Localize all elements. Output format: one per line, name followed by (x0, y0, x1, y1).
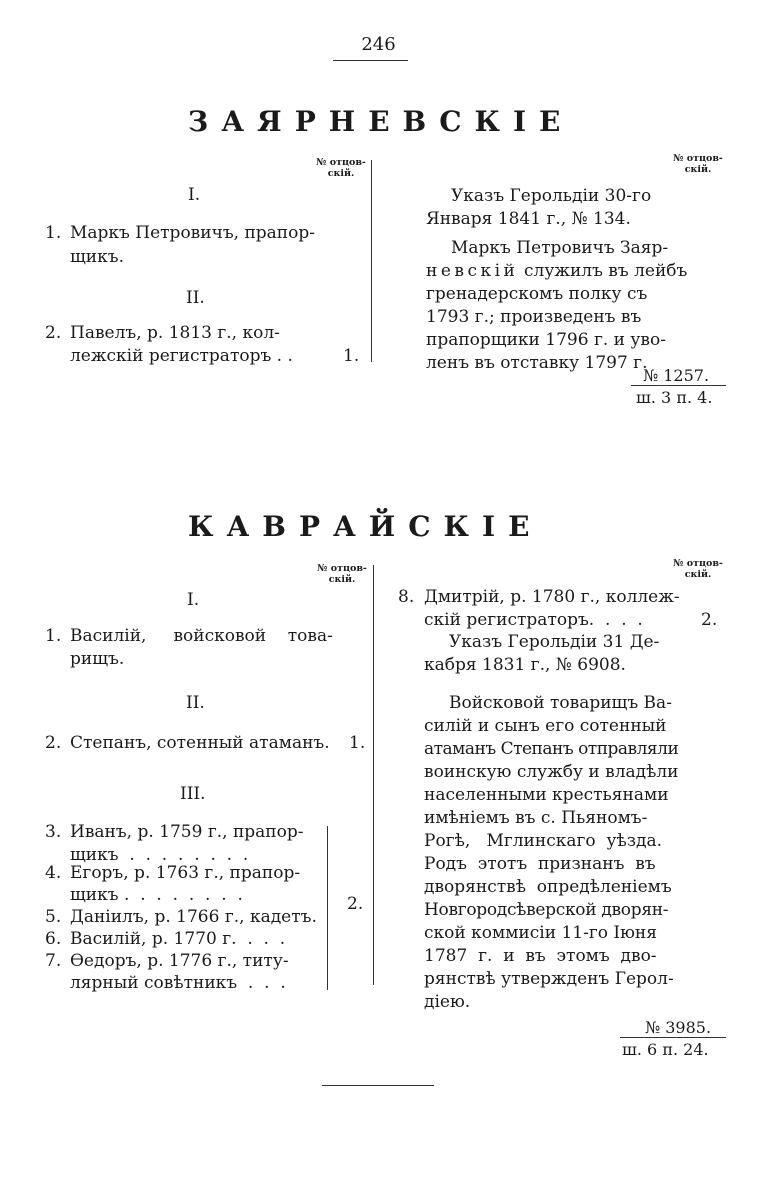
section1-decree-line: Января 1841 г., № 134. (426, 209, 631, 229)
section2-entry-7-line: лярный совѣтникъ . . . (70, 973, 286, 993)
section2-entry-num: 2. (45, 733, 62, 753)
section2-shelf-mark: ш. 6 п. 24. (622, 1040, 709, 1059)
header-line: скій. (684, 569, 712, 580)
section2-para-line: атаманъ Степанъ отправляли (424, 739, 679, 759)
section2-entry-7-line: Ѳедоръ, р. 1776 г., титу- (70, 951, 289, 971)
section2-decree-line: Указъ Герольдіи 31 Де- (449, 632, 660, 652)
header-line: скій. (684, 164, 712, 175)
section2-entry-num: 3. (45, 822, 62, 842)
section2-right-header (668, 558, 728, 580)
section2-group-ref: 2. (347, 894, 364, 914)
section2-para-line: населенными крестьянами (424, 785, 669, 805)
section2-para-line: ской коммисіи 11-го Іюня (424, 923, 657, 943)
section2-entry-6: Василій, р. 1770 г. . . . (70, 929, 286, 949)
section2-roman-1: I. (187, 590, 200, 610)
section2-entry-4-line: Егоръ, р. 1763 г., прапор- (70, 863, 301, 883)
section1-para-name-spaced: невскій (426, 261, 519, 281)
section2-column-divider (373, 565, 374, 985)
section1-file-number: № 1257. (643, 366, 710, 385)
header-line: № отцов- (673, 153, 723, 164)
section1-roman-1: I. (188, 185, 201, 205)
section2-entry-2-ref: 1. (349, 733, 366, 753)
section1-left-header (310, 157, 372, 179)
section1-shelf-mark: ш. 3 п. 4. (636, 388, 713, 407)
section2-entry-8-line: скій регистраторъ. . . . (424, 610, 643, 630)
header-line: скій. (327, 168, 355, 179)
section2-para-line: Новгородсѣверской дворян- (424, 900, 669, 920)
section2-file-number: № 3985. (645, 1018, 712, 1037)
section2-para-line: Родъ этотъ признанъ въ (424, 854, 656, 874)
section2-para-line: имѣніемъ въ с. Пьяномъ- (424, 808, 648, 828)
group-brace (327, 826, 328, 990)
section1-title: ЗАЯРНЕВСКІЕ (188, 105, 574, 138)
page-number: 246 (361, 34, 396, 55)
section2-left-header (312, 563, 372, 585)
section2-entry-2: Степанъ, сотенный атаманъ. (70, 733, 330, 753)
section1-column-divider (371, 160, 372, 362)
section1-entry-num: 2. (45, 323, 62, 343)
section1-entry-num: 1. (45, 223, 62, 243)
section1-para-line: 1793 г.; произведенъ въ (426, 307, 642, 327)
section2-entry-1-line: рищъ. (70, 649, 125, 669)
section2-file-rule (620, 1037, 726, 1038)
section2-entry-num: 1. (45, 626, 62, 646)
section2-entry-num: 5. (45, 907, 62, 927)
section2-entry-4-line: щикъ . . . . . . . . (70, 885, 243, 905)
section1-para-line: гренадерскомъ полку съ (426, 284, 648, 304)
section1-para-line: прапорщики 1796 г. и уво- (426, 330, 666, 350)
section2-entry-1-line: Василій, войсковой това- (70, 626, 333, 646)
header-line: № отцов- (673, 558, 723, 569)
section1-roman-2: II. (186, 288, 205, 308)
header-line: № отцов- (316, 157, 366, 168)
section2-entry-8-ref: 2. (701, 610, 718, 630)
section1-para-line: служилъ въ лейбъ (524, 261, 688, 281)
section1-entry-2-line: Павелъ, р. 1813 г., кол- (70, 323, 280, 343)
section2-para-line: Рогѣ, Мглинскаго уѣзда. (424, 831, 662, 851)
section2-para-line: 1787 г. и въ этомъ дво- (424, 946, 657, 966)
section1-decree-line: Указъ Герольдіи 30-го (451, 186, 652, 206)
section1-entry-2-line: лежскій регистраторъ . . (70, 346, 293, 366)
section1-right-header (668, 153, 728, 175)
section2-entry-5: Даніилъ, р. 1766 г., кадетъ. (70, 907, 317, 927)
section2-roman-3: III. (180, 784, 206, 804)
section2-entry-num: 4. (45, 863, 62, 883)
closing-rule (322, 1085, 434, 1086)
section2-para-line: воинскую службу и владѣли (424, 762, 679, 782)
section1-para-line: ленъ въ отставку 1797 г. (426, 353, 648, 373)
section2-entry-3-line: щикъ . . . . . . . . (70, 845, 249, 865)
section2-para-line: Войсковой товарищъ Ва- (449, 693, 672, 713)
section2-entry-num: 7. (45, 951, 62, 971)
section2-para-line: рянствѣ утвержденъ Герол- (424, 969, 674, 989)
section1-entry-2-ref: 1. (343, 346, 360, 366)
section2-title: КАВРАЙСКІЕ (188, 510, 543, 543)
section2-para-line: силій и сынъ его сотенный (424, 716, 667, 736)
page-number-rule (333, 60, 408, 61)
section1-entry-1-line: щикъ. (70, 247, 124, 267)
section2-entry-num: 6. (45, 929, 62, 949)
header-line: скій. (328, 574, 356, 585)
section1-entry-1-line: Маркъ Петровичъ, прапор- (70, 223, 315, 243)
section2-entry-num: 8. (398, 587, 415, 607)
section1-file-rule (631, 385, 726, 386)
section2-decree-line: кабря 1831 г., № 6908. (424, 655, 626, 675)
section2-para-line: діею. (424, 992, 471, 1012)
section2-entry-8-line: Дмитрій, р. 1780 г., коллеж- (424, 587, 680, 607)
section2-para-line: дворянствѣ опредѣленіемъ (424, 877, 672, 897)
section1-para-name: Маркъ Петровичъ Заяр- (451, 238, 669, 258)
section2-entry-3-line: Иванъ, р. 1759 г., прапор- (70, 822, 304, 842)
header-line: № отцов- (317, 563, 367, 574)
section2-roman-2: II. (186, 693, 205, 713)
